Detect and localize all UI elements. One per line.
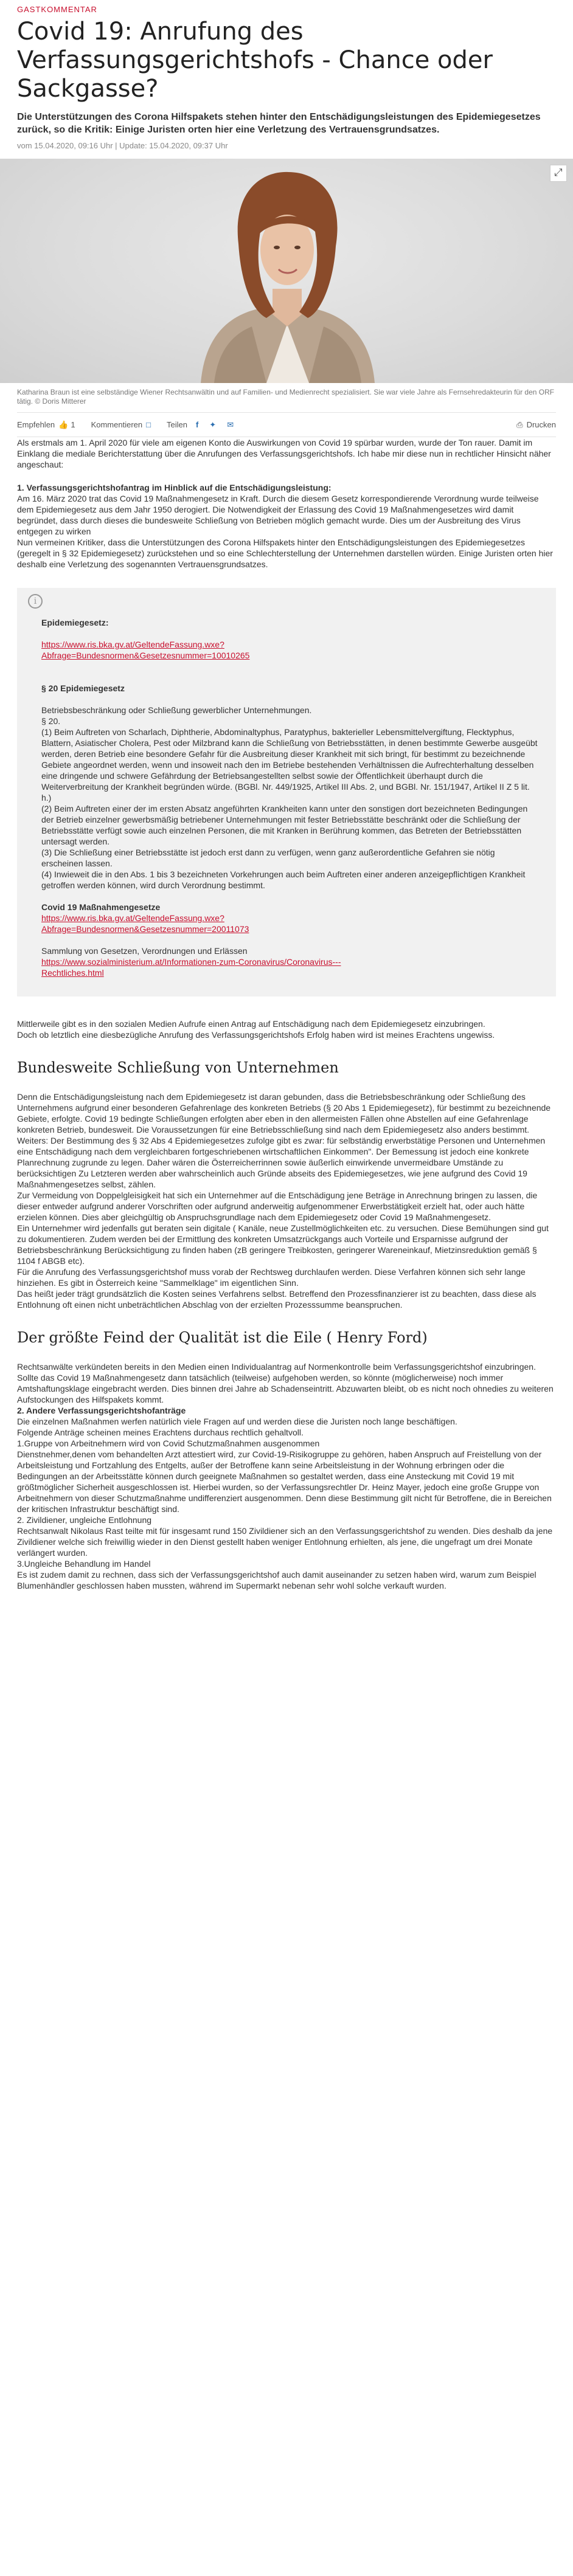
- thumbs-up-icon: 👍: [58, 420, 69, 429]
- recommend-button[interactable]: [17, 420, 75, 430]
- sozialministerium-link-part-2: Rechtliches.html: [41, 968, 104, 978]
- heading-bundesweite-schliessung: Bundesweite Schließung von Unternehmen: [17, 1059, 339, 1076]
- law-paragraph-1: (1) Beim Auftreten von Scharlach, Diphtherie, Abdominaltyphus, Paratyphus, bakterieller Lebensmittelvergiftung, Flecktyphus, Blattern, Asiatischer Cholera, Pest oder Milzbrand kann die Schließung von Betriebsstätten, in denen bestimmte Gewerbe ausgeübt werden, deren Betrieb eine besondere Gefahr für die Ausbreitung dieser Krankheit mit sich bringt, für bestimmt zu bezeichnende Gebiete angeordnet werden, wenn und insoweit nach den im Betriebe bestehenden Verhältnissen die Aufrechterhaltung desselben eine dringende und schwere Gefährdung der Betriebsangestellten selbst sowie der Öffentlichkeit überhaupt durch die Weiterverbreitung der Krankheit begründen würde. (BGBl. Nr. 449/1925, Artikel III Abs. 2, und BGBl. Nr. 151/1947, Artikel II Z 5 lit. h.): [41, 727, 538, 803]
- after-box-text: [17, 1018, 556, 1040]
- closure-paragraph-1: Denn die Entschädigungsleistung nach dem Epidemiegesetz ist daran gebunden, dass die Betriebsbeschränkung oder Schließung des Unternehmens aufgrund einer besonderen Gefahrenlage des konkreten Betriebs (§ 20 Abs 1 Epidemiegesetz), für bestimmt zu bezeichnende Gebiete, erfolgte. Covid 19 bedingte Schließungen erfolgten aber eben in den allermeisten Fällen ohne Abstellen auf eine Gefahrenlage konkreten Betrieb, bundesweit. Die Voraussetzungen für eine Betriebsschließung sind nach dem Epidemiegesetz also anders bestimmt.: [17, 1092, 551, 1134]
- closure-paragraph-2: Weiters: Der Bestimmung des § 32 Abs 4 Epidemiegesetzes zufolge gibt es zwar: für selbständig erwerbstätige Personen und Unternehmen eine Entschädigung nach dem vergleichbaren fortgeschriebenen wirtschaftlichen Einkommen". Der Bemessung ist jedoch eine konkrete Planrechnung zugrunde zu legen. Daher wären die Österreicherrinnen sowie äußerlich einwirkende unvermeidbare Umstände zu berücksichtigen Zu Letzteren werden aber wahrscheinlich auch Gründe abseits des Epidemiegesetzes, wie jene aufgrund des Covid 19 Maßnahmengesetzes selbst, zählen.: [17, 1136, 546, 1189]
- intro-paragraph: Als erstmals am 1. April 2020 für viele am eigenen Konto die Auswirkungen von Covid 19 spürbar wurden, wurde der Ton rauer. Damit im Einklang die mediale Berichterstattung über die Anrufungen des Verfassungsgerichtshofs. Ich habe mir diese nun in rechtlicher Hinsicht näher angeschaut:: [17, 438, 551, 469]
- article-dateline: vom 15.04.2020, 09:16 Uhr | Update: 15.04.2020, 09:37 Uhr: [17, 141, 228, 150]
- print-button[interactable]: [516, 420, 556, 430]
- page-title: Covid 19: Anrufung des Verfassungsgerichtshofs - Chance oder Sackgasse?: [17, 18, 493, 103]
- epidemiegesetz-link[interactable]: [41, 640, 249, 660]
- haste-paragraph-1: Rechtsanwälte verkündeten bereits in den Medien einen Individualantrag auf Normenkontrolle beim Verfassungsgerichtshof einzubringen.: [17, 1362, 536, 1372]
- info-box: [17, 588, 556, 996]
- closure-paragraph-6: Das heißt jeder trägt grundsätzlich die Kosten seines Verfahrens selbst. Betreffend den Prozessfinanzierer ist zu beachten, dass diese als Entlohnung oft einen nicht unbeträchtlichen Abschlag von der erzielten Prozesssumme beanspruchen.: [17, 1289, 537, 1310]
- comments-button[interactable]: [91, 420, 151, 429]
- haste-paragraph-2: Sollte das Covid 19 Maßnahmengesetz dann tatsächlich (teilweise) aufgehoben werden, so könnte (möglicherweise) noch immer Amtshaftungsklage eingebracht werden. Dies binnen drei Jahre ab Schadenseintritt. Abzuwarten bleibt, ob es nicht noch ohnedies zu weiteren Aufstockungen des Hilfspakets kommt.: [17, 1373, 554, 1404]
- share-toolbar: [17, 413, 556, 437]
- image-caption: Katharina Braun ist eine selbständige Wiener Rechtsanwältin und auf Familien- und Medienrecht spezialisiert. Sie war viele Jahre als Fernsehredakteurin für den ORF tätig. © Doris Mitterer: [17, 388, 556, 413]
- info-heading-massnahmengesetze: Covid 19 Maßnahmengesetze: [41, 902, 161, 912]
- sozialministerium-link-part-1: https://www.sozialministerium.at/Informationen-zum-Coronavirus/Coronavirus---: [41, 957, 341, 967]
- section-2-paragraph: Die einzelnen Maßnahmen werfen natürlich viele Fragen auf und werden diese die Juristen noch lange beschäftigen.: [17, 1417, 457, 1426]
- expand-icon[interactable]: [550, 165, 567, 182]
- massnahmengesetz-link[interactable]: [41, 913, 249, 934]
- law-paragraph-2: (2) Beim Auftreten einer der im ersten Absatz angeführten Krankheiten kann unter den sonstigen dort bezeichneten Bedingungen der Betrieb einzelner gewerbsmäßig betriebener Unternehmungen mit fester Betriebsstätte beschränkt oder die Schließung der Betriebsstätte verfügt sowie auch einzelnen Personen, die mit Kranken in Berührung kommen, das Betreten der Betriebsstätten untersagt werden.: [41, 804, 528, 846]
- hero-image: [0, 159, 573, 383]
- epidemiegesetz-link-part-2: Abfrage=Bundesnormen&Gesetzesnummer=10010265: [41, 651, 250, 660]
- comment-icon: □: [146, 420, 151, 429]
- massnahmengesetz-link-part-1: https://www.ris.bka.gv.at/GeltendeFassung.wxe?: [41, 913, 224, 923]
- article-body: [17, 437, 556, 1591]
- twitter-icon[interactable]: ✦: [209, 420, 217, 429]
- request-3-text: Es ist zudem damit zu rechnen, dass sich der Verfassungsgerichtshof auch damit auseinander zu setzen haben wird, warum zum Beispiel Blumenhändler geschlossen haben mussten, während im Supermarkt nebenan sehr wohl solche verkauft wurden.: [17, 1570, 537, 1590]
- print-label: Drucken: [526, 420, 556, 429]
- section-1-heading: 1. Verfassungsgerichtshofantrag im Hinblick auf die Entschädigungsleistung:: [17, 483, 332, 492]
- request-3-title: 3.Ungleiche Behandlung im Handel: [17, 1559, 151, 1569]
- collection-label: Sammlung von Gesetzen, Verordnungen und Erlässen: [41, 946, 248, 956]
- request-2-title: 2. Zivildiener, ungleiche Entlohnung: [17, 1515, 152, 1525]
- massnahmengesetz-link-part-2: Abfrage=Bundesnormen&Gesetzesnummer=20011073: [41, 924, 249, 934]
- law-paragraph-4: (4) Inwieweit die in den Abs. 1 bis 3 bezeichneten Vorkehrungen auch beim Auftreten einer anderen anzeigepflichtigen Krankheit getroffen werden können, wird durch Verordnung bestimmt.: [41, 869, 526, 890]
- info-icon: i: [28, 594, 43, 609]
- closure-paragraph-4: Ein Unternehmer wird jedenfalls gut beraten sein digitale ( Kanäle, neue Zustellmöglichkeiten etc. zu versuchen. Diese Bemühungen sind gut zu dokumentieren. Zudem werden bei der Ermittlung des konkreten Umsatzrückgangs auch Vorteile und Ersparnisse aufgrund der Betriebsbeschränkung Berücksichtigung zu finden haben (zB geringere Treibkosten, geringerer Wareneinkauf, Mietzinsreduktion gemäß § 1104 f ABGB etc).: [17, 1223, 549, 1266]
- section-1-paragraph-1: Am 16. März 2020 trat das Covid 19 Maßnahmengesetz in Kraft. Durch die diesem Gesetz korrespondierende Verordnung wurde teilweise dem Epidemiegesetz aus dem Jahr 1950 derogiert. Die Notwendigkeit der Erlassung des Covid 19 Maßnahmengesetzes wird damit begründet, dass durch dieses die bundesweite Schließung von Betrieben möglich gemacht wurde. Dies um der Ausbreitung des Virus entgegen zu wirken: [17, 494, 539, 536]
- section-1-paragraph-2: Nun vermeinen Kritiker, dass die Unterstützungen des Corona Hilfspakets hinter den Entschädigungsleistungen des Epidemiegesetzes (geregelt in § 32 Epidemiegesetz) zurückstehen und so eine Schlechterstellung der Unternehmen darstellen würden. Einige Juristen orten hier deshalb eine Verletzung des sogenannten Vertrauensgrundsatzes.: [17, 537, 553, 569]
- print-icon: ⎙: [516, 420, 523, 429]
- closure-paragraph-3: Zur Vermeidung von Doppelgleisigkeit hat sich ein Unternehmer auf die Entschädigung jene Beträge in Anrechnung bringen zu lassen, die dieser entweder aufgrund anderer Vorschriften oder aufgrund anderweitig aufgenommener Erwerbstätigkeit erzielt hat, oder auch hätte erzielen können. Dies aber gleichgültig ob Anspruchsgrundlage nach dem Epidemiegesetz oder Covid 19 Maßnahmengesetz.: [17, 1190, 538, 1222]
- epidemiegesetz-link-part-1: https://www.ris.bka.gv.at/GeltendeFassung.wxe?: [41, 640, 224, 649]
- section-2-heading: 2. Andere Verfassungsgerichtshofanträge: [17, 1406, 186, 1415]
- request-1-title: 1.Gruppe von Arbeitnehmern wird von Covid Schutzmaßnahmen ausgenommen: [17, 1438, 320, 1448]
- paragraph-title: Betriebsbeschränkung oder Schließung gewerblicher Unternehmungen.: [41, 705, 312, 715]
- article-lead: Die Unterstützungen des Corona Hilfspakets stehen hinter den Entschädigungsleistungen des Epidemiegesetzes zurück, so die Kritik: Einige Juristen orten hier eine Verletzung des Vertrauensgrundsatzes.: [17, 112, 541, 135]
- request-2-text: Rechtsanwalt Nikolaus Rast teilte mit für insgesamt rund 150 Zivildiener sich an den Verfassungsgerichtshof zu wenden. Dies deshalb da jene Zivildiener welche sich freiwillig wieder in den Dienst gestellt haben weniger Entlohnung erhielten, als jene, die ungefragt um drei Monate verlängert wurden.: [17, 1526, 553, 1558]
- section-1: [17, 482, 556, 570]
- info-heading-paragraph-20: § 20 Epidemiegesetz: [41, 683, 125, 693]
- author-portrait: [0, 159, 573, 383]
- mail-icon[interactable]: ✉: [227, 420, 234, 429]
- info-heading-epidemiegesetz: Epidemiegesetz:: [41, 618, 109, 627]
- paragraph-number: § 20.: [41, 716, 61, 726]
- recommend-label: Empfehlen: [17, 420, 55, 429]
- requests-intro: Folgende Anträge scheinen meines Erachtens durchaus rechtlich gehaltvoll.: [17, 1428, 304, 1437]
- share-group: [167, 420, 234, 430]
- facebook-icon[interactable]: f: [195, 420, 199, 429]
- share-label: Teilen: [166, 420, 187, 429]
- comments-label: Kommentieren: [91, 420, 143, 429]
- law-paragraph-3: (3) Die Schließung einer Betriebsstätte ist jedoch erst dann zu verfügen, wenn ganz außerordentliche Gefahren sie nötig erscheinen lassen.: [41, 848, 495, 868]
- after-box-paragraph-1: Mittlerweile gibt es in den sozialen Medien Aufrufe einen Antrag auf Entschädigung nach dem Epidemiegesetz einzubringen.: [17, 1019, 485, 1029]
- closure-paragraph-5: Für die Anrufung des Verfassungsgerichtshof muss vorab der Rechtsweg durchlaufen werden. Diese Verfahren können sich sehr lange hinziehen. Es gibt in Österreich keine "Sammelklage" im eigentlichen Sinn.: [17, 1267, 526, 1288]
- after-box-paragraph-2: Doch ob letztlich eine diesbezügliche Anrufung des Verfassungsgerichtshofs Erfolg haben wird ist meines Erachtens ungewiss.: [17, 1030, 495, 1040]
- recommend-count: 1: [71, 420, 75, 429]
- article-kicker: GASTKOMMENTAR: [17, 5, 97, 14]
- request-1-text: Dienstnehmer,denen vom behandelten Arzt attestiert wird, zur Covid-19-Risikogruppe zu gehören, haben Anspruch auf Freistellung von der Arbeitsleistung und Fortzahlung des Entgelts, außer der Betroffene kann seine Arbeitsleistung in der Wohnung erbringen oder die Bedingungen an der Arbeitsstätte können durch geeignete Maßnahmen so gestaltet werden, dass eine Ansteckung mit Covid 19 mit größtmöglicher Sicherheit ausgeschlossen ist. Hierbei wurden, so der Verfassungsrechtler Dr. Heinz Mayer, jedoch eine große Gruppe von Arbeitnehmern von dieser Schutzmaßnahme undifferenziert ausgenommen. Denn diese Bestimmung gilt nicht für Betroffene, die in Bereichen der kritischen Infrastruktur beschäftigt sind.: [17, 1449, 552, 1514]
- heading-eile: Der größte Feind der Qualität ist die Eile ( Henry Ford): [17, 1329, 428, 1346]
- sozialministerium-link[interactable]: [41, 957, 341, 978]
